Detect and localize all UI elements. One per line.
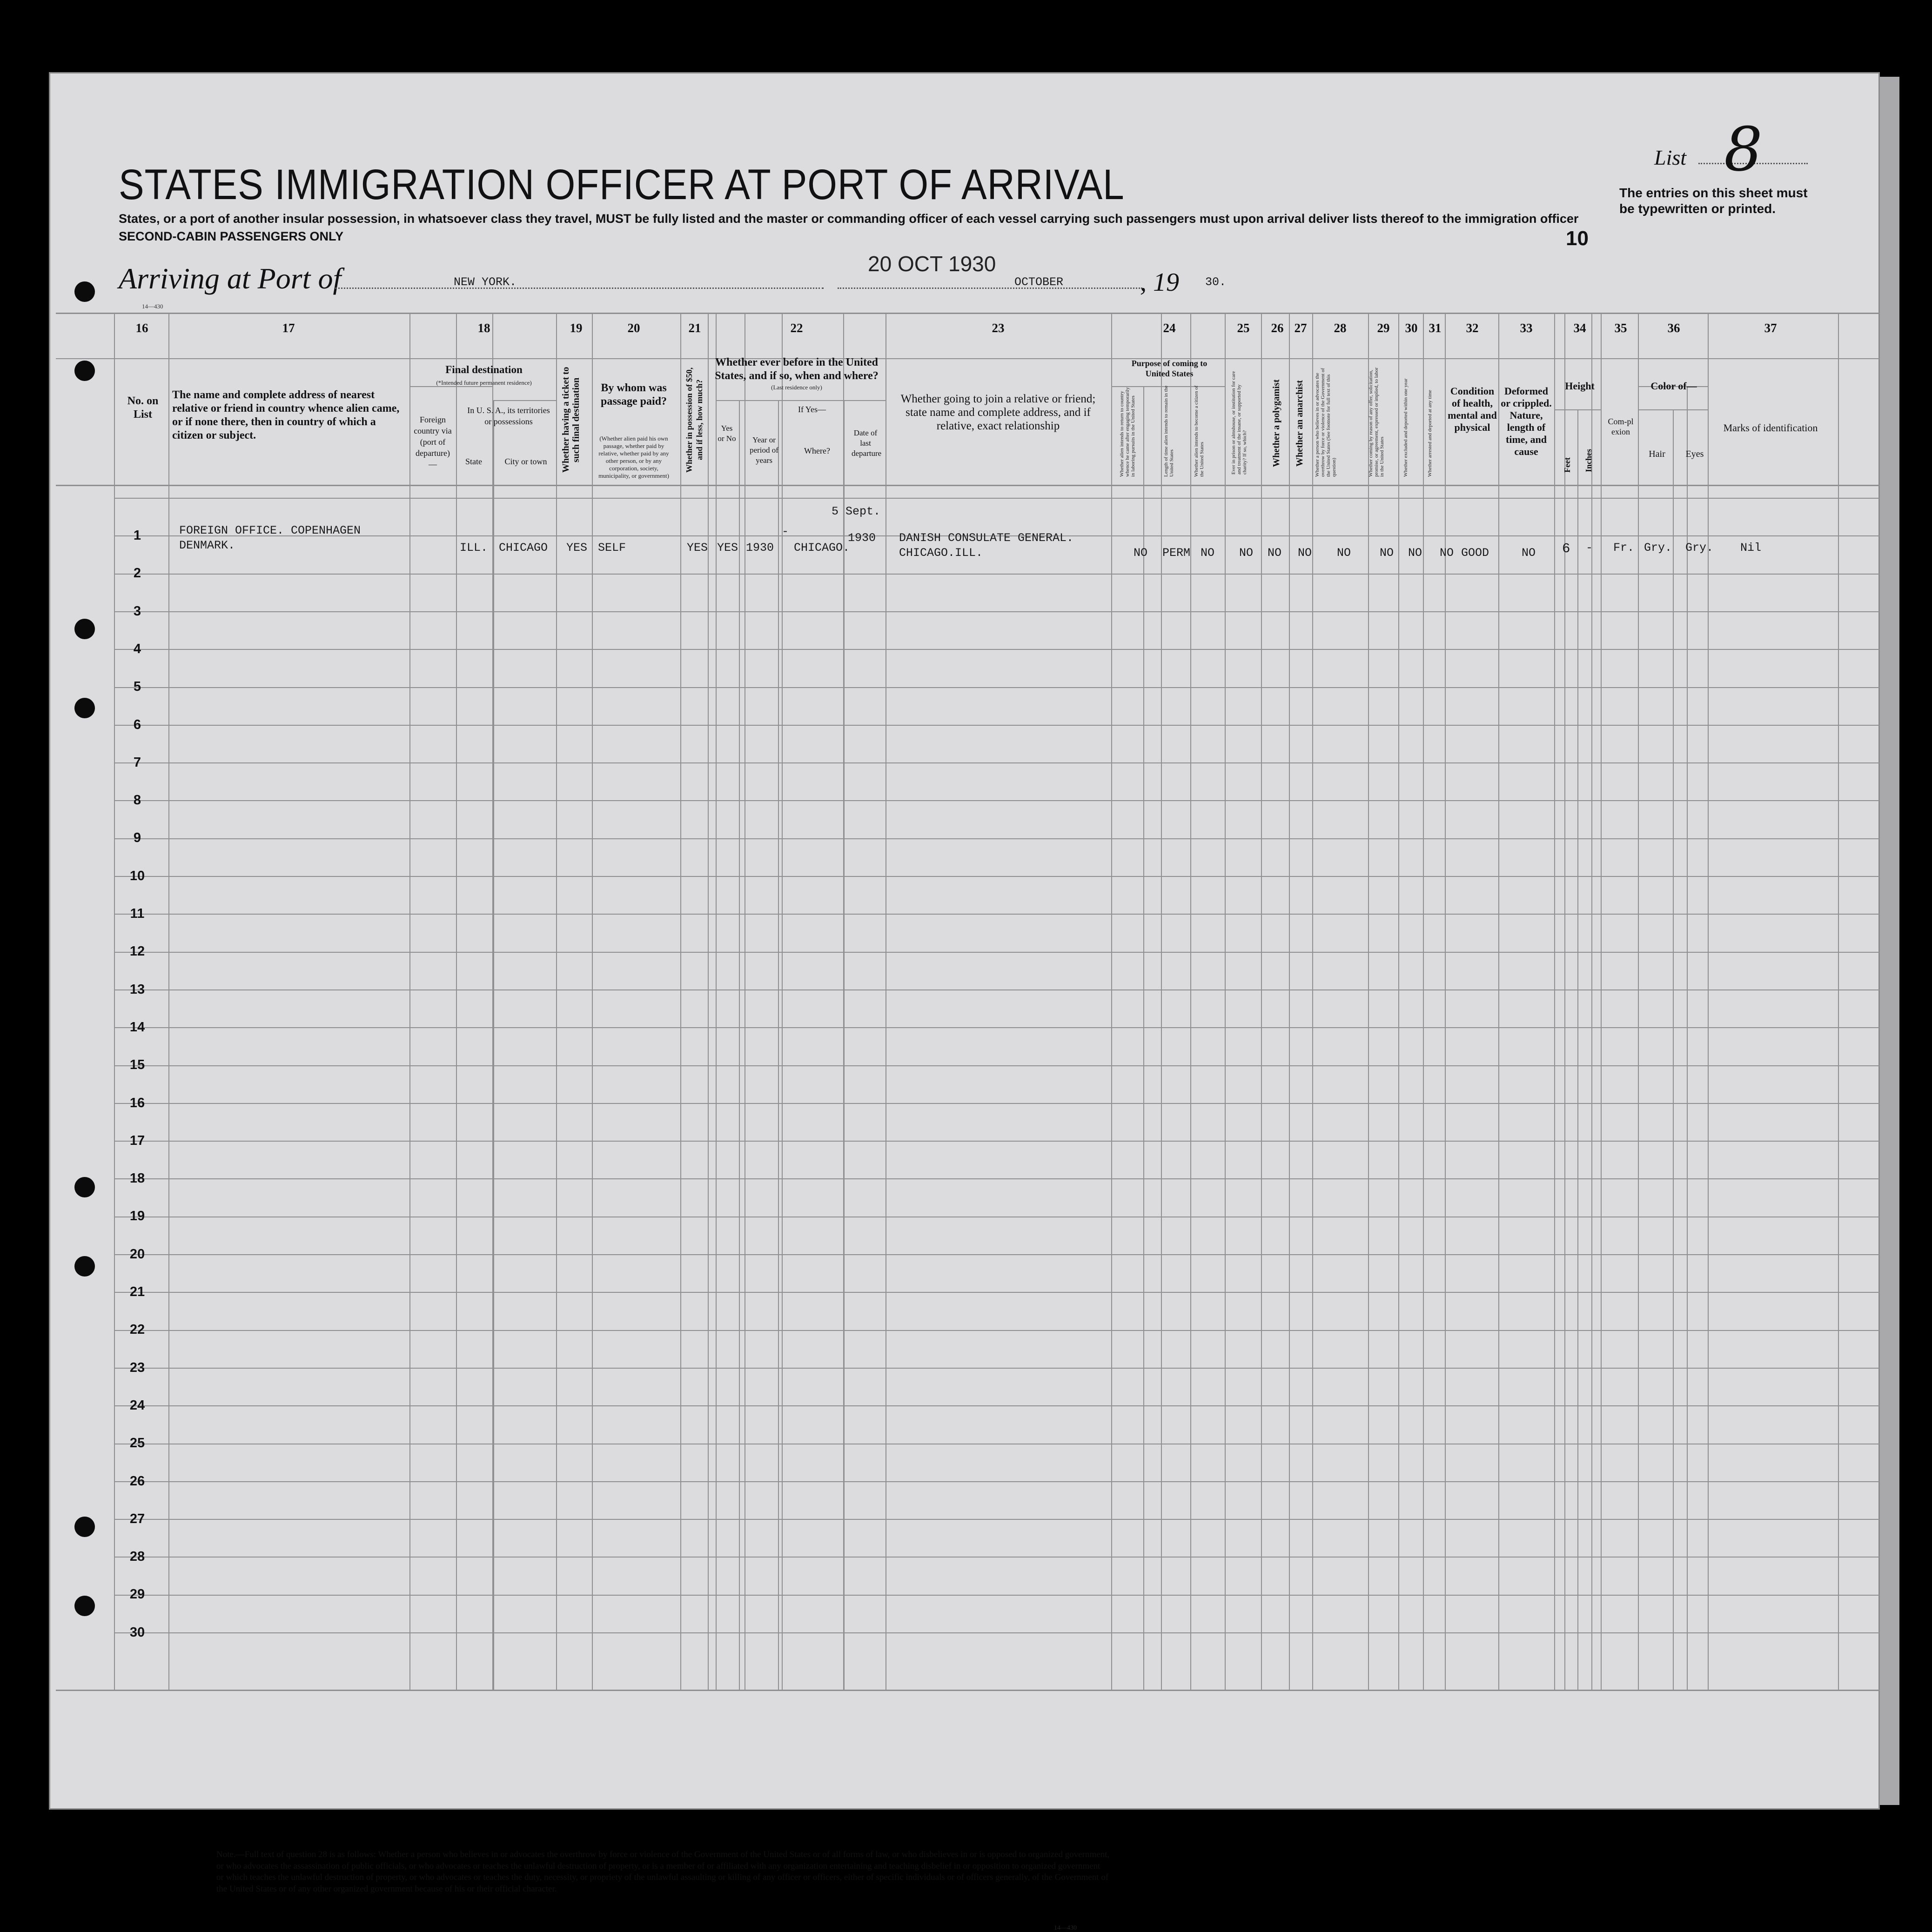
grid-row-line <box>114 914 1880 915</box>
entry-purpose-length: PERM <box>1162 546 1191 560</box>
grid-column-line <box>739 400 740 1691</box>
header-inches: Inches <box>1584 449 1593 473</box>
row-number: 24 <box>129 1398 145 1413</box>
grid-row-line <box>114 1557 1880 1558</box>
row-number: 29 <box>129 1587 145 1602</box>
header-prison: Ever in prison or almshouse, or institution for care and treatment of the insane, or supported by charity? If so, which? <box>1231 371 1248 475</box>
column-number: 18 <box>477 321 490 335</box>
entry-eyes: Gry. <box>1685 541 1714 555</box>
column-number: 21 <box>688 321 701 335</box>
list-number: 8 <box>1724 114 1763 185</box>
header-purpose-return: Whether alien intends to return to country whence he came after engaging temporarily in laboring pursuits in the United States <box>1119 387 1136 477</box>
list-label: List <box>1654 146 1687 169</box>
entry-hair: Gry. <box>1644 541 1672 555</box>
row-number: 23 <box>129 1360 145 1375</box>
header-fifty-dollars: Whether in possession of $50, and if less, how much? <box>684 367 704 473</box>
grid-row-line <box>114 649 1880 650</box>
grid-row-line <box>56 313 1880 314</box>
column-number: 32 <box>1466 321 1479 335</box>
grid-row-line <box>114 1632 1880 1633</box>
grid-column-line <box>782 313 783 1691</box>
grid-row-line <box>114 611 1880 612</box>
column-number: 37 <box>1764 321 1777 335</box>
date-line <box>838 287 1142 289</box>
header-foreign-country: Foreign country via (port of departure)— <box>414 415 452 469</box>
entry-relative-line2: DENMARK. <box>179 539 235 552</box>
entry-excluded: NO <box>1408 546 1422 560</box>
binder-hole <box>74 1517 95 1537</box>
entry-year-mark: - <box>782 525 789 538</box>
entry-year: 1930 <box>746 541 774 555</box>
grid-row-line <box>1638 409 1708 410</box>
row-number: 18 <box>129 1171 145 1186</box>
grid-column-line <box>844 400 845 1691</box>
entry-purpose-citizen: NO <box>1201 546 1215 560</box>
row-number: 25 <box>129 1436 145 1451</box>
binder-hole <box>74 1256 95 1277</box>
grid-column-line <box>708 313 709 1691</box>
grid-column-line <box>1445 313 1446 1691</box>
entry-polygamist: NO <box>1268 546 1282 560</box>
row-number: 7 <box>133 755 141 770</box>
grid-row-line <box>492 400 556 401</box>
grid-row-line <box>114 1178 1880 1179</box>
binder-hole <box>74 281 95 302</box>
binder-hole <box>74 361 95 381</box>
row-number: 21 <box>129 1284 145 1299</box>
grid-row-line <box>1554 409 1601 410</box>
year-suffix: 30. <box>1205 275 1227 289</box>
grid-column-line <box>592 313 593 1691</box>
header-date-departure: Date of last departure <box>852 428 882 458</box>
grid-column-line <box>1190 313 1191 1691</box>
grid-row-line <box>114 1405 1880 1406</box>
grid-column-line <box>1687 386 1688 1691</box>
grid-row-line <box>114 989 1880 990</box>
entry-marks: Nil <box>1740 541 1762 555</box>
grid-column-line <box>1368 313 1369 1691</box>
header-marks-identification: Marks of identification <box>1723 422 1818 434</box>
column-number: 16 <box>135 321 148 335</box>
manifest-sheet <box>49 72 1880 1810</box>
header-ticket: Whether having a ticket to such final destination <box>561 367 581 473</box>
grid-column-line <box>1289 313 1290 1691</box>
header-city: City or town <box>504 457 547 466</box>
header-polygamist: Whether a polygamist <box>1271 379 1281 468</box>
header-hair: Hair <box>1649 449 1665 459</box>
column-number: 28 <box>1334 321 1347 335</box>
column-number: 26 <box>1271 321 1284 335</box>
grid-column-line <box>1143 386 1144 1691</box>
column-number: 35 <box>1614 321 1627 335</box>
grid-column-line <box>716 313 717 1691</box>
grid-column-line <box>1564 313 1565 1691</box>
entry-departure-date-line1: 5 Sept. <box>832 505 881 518</box>
column-number: 34 <box>1573 321 1586 335</box>
grid-row-line <box>56 485 1880 486</box>
header-no-on-list: No. on List <box>127 395 159 421</box>
column-number: 23 <box>992 321 1005 335</box>
header-question-28: Whether a person who believes in or advocates the overthrow by force or violence of the Government of the United States (See footnote for full text of this question) <box>1315 368 1337 477</box>
row-number: 14 <box>129 1020 145 1035</box>
header-feet: Feet <box>1563 457 1572 473</box>
grid-row-line <box>114 1103 1880 1104</box>
header-complexion: Com-plexion <box>1608 417 1634 436</box>
sheet-number: 10 <box>1566 227 1589 250</box>
binder-hole <box>74 619 95 639</box>
entry-fifty-dollars: YES <box>687 541 708 555</box>
header-anarchist: Whether an anarchist <box>1295 380 1305 467</box>
column-number: 33 <box>1520 321 1533 335</box>
entry-where: CHICAGO. <box>794 541 850 555</box>
header-color-of: Color of— <box>1650 380 1697 392</box>
row-number: 16 <box>129 1096 145 1110</box>
column-number: 27 <box>1294 321 1307 335</box>
grid-column-line <box>1423 313 1424 1691</box>
header-final-destination-note: (*Intended future permanent residence) <box>436 379 532 386</box>
form-number-top: 14—430 <box>142 303 163 310</box>
grid-column-line <box>680 313 681 1691</box>
header-year-period: Year or period of years <box>750 435 778 465</box>
column-number: 19 <box>570 321 583 335</box>
grid-column-line <box>1398 313 1399 1691</box>
grid-row-line <box>114 1330 1880 1331</box>
entries-note-line: be typewritten or printed. <box>1619 201 1776 216</box>
header-arrested: Whether arrested and deported at any time <box>1427 390 1433 477</box>
month-value: OCTOBER <box>1014 275 1064 289</box>
grid-column-line <box>556 313 557 1691</box>
grid-row-line <box>114 1027 1880 1028</box>
grid-column-line <box>1577 409 1578 1691</box>
grid-column-line <box>1554 313 1555 1691</box>
grid-column-line <box>1111 313 1112 1691</box>
entry-city: CHICAGO <box>499 541 548 555</box>
grid-column-line <box>1261 313 1262 1691</box>
grid-row-line <box>716 400 886 401</box>
row-number: 12 <box>129 944 145 959</box>
grid-row-line <box>114 1368 1880 1369</box>
row-number: 3 <box>133 604 141 619</box>
column-number: 20 <box>627 321 640 335</box>
entry-join-relative-line1: DANISH CONSULATE GENERAL. <box>899 531 1074 545</box>
header-join-relative: Whether going to join a relative or friend; state name and complete address, and if relative, exact relationship <box>900 393 1096 432</box>
header-height: Height <box>1565 380 1595 392</box>
entry-health: GOOD <box>1461 546 1489 560</box>
year-prefix: , 19 <box>1140 268 1179 297</box>
grid-column-line <box>114 313 115 1691</box>
arriving-label: Arriving at Port of <box>119 262 342 295</box>
header-excluded: Whether excluded and deported within one year <box>1403 378 1409 477</box>
grid-column-line <box>1638 313 1639 1691</box>
grid-row-line <box>114 876 1880 877</box>
grid-row-line <box>56 1690 1880 1691</box>
footnote-question-28: Note.—Full text of question 28 is as follows: Whether a person who believes in or advocates the overthrow by force or violence of the Government of the United States or of all forms of law, or who disbelieves in or is opposed to organized government, or who advocates the assassination of public officials, or who advocates or teaches the unlawful destruction of property, or is a member of or affiliated with any organization entertaining and teaching disbelief in or opposition to organized government or which teaches the unlawful destruction of property, or who advocates or teaches the duty, necessity, or propriety of the unlawful assaulting or killing of any officer or officers, either of specific individuals or of officers generally, of the Government of the United States or of any other organized government because of his or their official character. <box>216 1850 1110 1894</box>
grid-column-line <box>493 400 494 1691</box>
row-number: 22 <box>129 1322 145 1337</box>
header-passage-paid: By whom was passage paid? <box>600 382 667 408</box>
grid-column-line <box>1161 313 1162 1691</box>
column-number: 36 <box>1667 321 1680 335</box>
grid-row-line <box>114 1519 1880 1520</box>
form-number-bottom: 14—430 <box>1054 1925 1077 1932</box>
grid-row-line <box>114 725 1880 726</box>
column-number: 24 <box>1163 321 1176 335</box>
header-purpose-length: Length of time alien intends to remain in the United States <box>1163 385 1174 477</box>
entry-arrested: NO <box>1440 546 1454 560</box>
entry-purpose-return: NO <box>1134 546 1148 560</box>
header-where: Where? <box>804 446 830 455</box>
row-number: 26 <box>129 1474 145 1489</box>
grid-row-line <box>114 762 1880 763</box>
port-line <box>335 287 824 289</box>
header-deformed: Deformed or crippled. Nature, length of time, and cause <box>1501 385 1552 457</box>
row-number: 13 <box>129 982 145 997</box>
header-eyes: Eyes <box>1685 449 1704 459</box>
row-number: 1 <box>133 528 141 543</box>
entry-prison: NO <box>1239 546 1254 560</box>
entries-note <box>1619 185 1808 217</box>
grid-row-line <box>56 358 1880 359</box>
row-number: 2 <box>133 566 141 581</box>
header-passage-paid-note: (Whether alien paid his own passage, whether paid by relative, whether paid by any other person, or by any corporation, society, municipality, or government) <box>598 435 669 479</box>
row-number: 28 <box>129 1549 145 1564</box>
entry-ever-before: YES <box>717 541 738 555</box>
column-number: 22 <box>790 321 803 335</box>
header-ever-before-note: (Last residence only) <box>771 384 822 391</box>
grid-row-line <box>114 1481 1880 1482</box>
entry-labor-offer: NO <box>1380 546 1394 560</box>
grid-column-line <box>1838 313 1839 1691</box>
entries-note-line: The entries on this sheet must <box>1619 186 1808 200</box>
passenger-class-note: SECOND-CABIN PASSENGERS ONLY <box>119 229 344 243</box>
row-number: 11 <box>130 906 145 921</box>
entry-state: ILL. <box>460 541 488 555</box>
grid-column-line <box>409 313 410 1691</box>
header-state: State <box>465 457 482 466</box>
header-labor-offer: Whether coming by reason of any offer, solicitation, promise, or agreement, expressed or implied, to labor in the United States <box>1368 367 1385 477</box>
row-number: 4 <box>133 642 141 656</box>
grid-row-line <box>114 498 1880 499</box>
entry-join-relative-line2: CHICAGO.ILL. <box>899 546 983 560</box>
header-yes-or-no: Yes or No <box>718 424 736 443</box>
entry-anarchist: NO <box>1298 546 1312 560</box>
row-number: 19 <box>129 1209 145 1223</box>
row-number: 5 <box>133 679 141 694</box>
grid-row-line <box>114 1065 1880 1066</box>
row-number: 6 <box>133 717 141 732</box>
document-subtitle: States, or a port of another insular possession, in whatsoever class they travel, MUST be fully listed and the master or commanding officer of each vessel carrying such passengers must upon arrival deliver lists thereof to the immigration officer <box>119 212 1579 226</box>
page-edge-strip <box>1880 77 1899 1805</box>
grid-row-line <box>114 1595 1880 1596</box>
grid-row-line <box>114 1254 1880 1255</box>
grid-column-line <box>1498 313 1499 1691</box>
entry-question-28: NO <box>1337 546 1351 560</box>
grid-column-line <box>456 313 457 1691</box>
grid-column-line <box>778 400 779 1691</box>
port-value: NEW YORK. <box>454 275 517 289</box>
binder-hole <box>74 1596 95 1616</box>
year-prefix-value: 19 <box>1153 268 1179 297</box>
entry-passage-paid: SELF <box>598 541 626 555</box>
header-purpose-citizen: Whether alien intends to become a citizen of the United States <box>1194 385 1205 477</box>
grid-column-line <box>1601 313 1602 1691</box>
column-number: 29 <box>1377 321 1390 335</box>
entry-height-inches: - <box>1586 541 1593 555</box>
row-number: 8 <box>133 793 141 808</box>
grid-row-line <box>114 1141 1880 1142</box>
grid-row-line <box>114 838 1880 839</box>
grid-column-line <box>1225 313 1226 1691</box>
row-number: 9 <box>133 830 141 845</box>
grid-column-line <box>1708 313 1709 1691</box>
row-number: 15 <box>129 1057 145 1072</box>
grid-column-line <box>168 313 169 1691</box>
row-number: 30 <box>129 1625 145 1640</box>
entry-height-feet: 6 <box>1562 541 1570 556</box>
row-number: 17 <box>129 1133 145 1148</box>
grid-column-line <box>1673 409 1674 1691</box>
header-health: Condition of health, mental and physical <box>1448 385 1497 433</box>
entry-ticket: YES <box>566 541 588 555</box>
column-number: 17 <box>282 321 295 335</box>
header-ever-before-in-us: Whether ever before in the United States, and if so, when and where? <box>715 356 879 382</box>
grid-column-line <box>1591 313 1592 1691</box>
entry-relative-line1: FOREIGN OFFICE. COPENHAGEN <box>179 524 361 537</box>
grid-row-line <box>114 800 1880 801</box>
header-in-usa: In U. S. A., its territories or possessions <box>467 406 550 426</box>
grid-row-line <box>114 687 1880 688</box>
entry-deformed: NO <box>1522 546 1536 560</box>
grid-column-line <box>1312 313 1313 1691</box>
grid-row-line <box>114 952 1880 953</box>
row-number: 10 <box>129 869 145 883</box>
grid-row-line <box>114 1292 1880 1293</box>
entry-departure-date-line2: 1930 <box>848 531 876 545</box>
date-stamp: 20 OCT 1930 <box>868 252 996 276</box>
row-number: 27 <box>129 1511 145 1526</box>
column-number: 25 <box>1237 321 1250 335</box>
header-purpose: Purpose of coming to United States <box>1131 359 1208 378</box>
header-relative-address: The name and complete address of nearest relative or friend in country whence alien came, or if none there, then in country of which a citizen or subject. <box>172 389 400 441</box>
entry-complexion: Fr. <box>1613 541 1635 555</box>
binder-hole <box>74 698 95 718</box>
header-if-yes: If Yes— <box>798 405 826 414</box>
column-number: 30 <box>1405 321 1418 335</box>
header-final-destination: Final destination <box>445 364 523 375</box>
row-number: 20 <box>129 1247 145 1262</box>
binder-hole <box>74 1177 95 1197</box>
document-title: STATES IMMIGRATION OFFICER AT PORT OF ARRIVAL <box>119 161 1125 208</box>
grid-row-line <box>114 574 1880 575</box>
column-number: 31 <box>1429 321 1442 335</box>
